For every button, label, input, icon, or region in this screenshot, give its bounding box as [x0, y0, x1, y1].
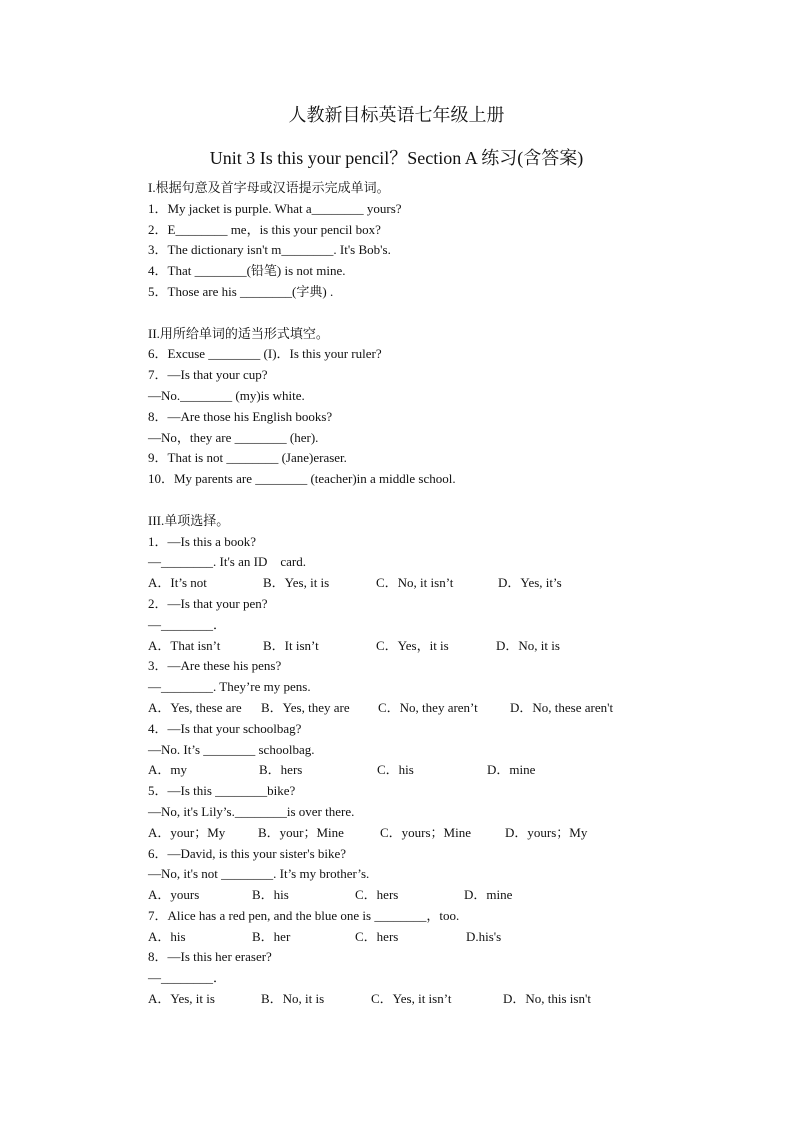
options-row	[148, 927, 768, 948]
question-item: —No，they are ________ (her).	[148, 429, 319, 445]
option-d: D.his's	[466, 928, 502, 944]
option-a: A．yours	[148, 887, 200, 903]
section-heading: III.单项选择。	[148, 512, 230, 528]
options-row	[148, 573, 768, 594]
option-b: B．your；Mine	[258, 824, 344, 840]
section-heading: I.根据句意及首字母或汉语提示完成单词。	[148, 180, 390, 195]
options-row	[148, 989, 768, 1010]
question-item: 10．My parents are ________ (teacher)in a middle school.	[148, 471, 456, 487]
question-item: —No.________ (my)is white.	[148, 387, 305, 403]
question-item: 5．Those are his ________(字典) .	[148, 283, 334, 299]
option-c: C．yours；Mine	[380, 824, 472, 840]
option-a: A．It’s not	[148, 575, 207, 591]
option-c: C．Yes，it is	[376, 637, 449, 653]
question-item: 6．Excuse ________ (I)．Is this your ruler?	[148, 346, 382, 362]
option-b: B．No, it is	[261, 991, 325, 1007]
option-c: C．hers	[355, 928, 399, 944]
question-item: 7．—Is that your cup?	[148, 367, 268, 383]
option-a: A．Yes, it is	[148, 991, 215, 1007]
question-stem: 6．—David, is this your sister's bike?	[148, 845, 347, 861]
question-item: 1．My jacket is purple. What a________ yours?	[148, 200, 402, 216]
option-b: B．his	[252, 887, 289, 903]
question-stem: 4．—Is that your schoolbag?	[148, 720, 302, 736]
option-a: A．your；My	[148, 824, 226, 840]
section-heading: II.用所给单词的适当形式填空。	[148, 325, 329, 341]
question-item: 4．That ________(铅笔) is not mine.	[148, 263, 346, 279]
document-subtitle: Unit 3 Is this your pencil？Section A 练习(含答案)	[209, 148, 584, 168]
option-b: B．It isn’t	[263, 637, 319, 653]
question-stem: 7．Alice has a red pen, and the blue one is ________，too.	[148, 907, 460, 923]
option-a: A．That isn’t	[148, 637, 221, 653]
option-c: C．Yes, it isn’t	[371, 991, 452, 1007]
question-stem: —________．	[148, 616, 227, 632]
option-a: A．my	[148, 762, 188, 778]
option-c: C．hers	[355, 887, 399, 903]
options-row	[148, 760, 768, 781]
options-row	[148, 698, 768, 719]
option-b: B．hers	[259, 762, 303, 778]
question-stem: 1．—Is this a book?	[148, 533, 256, 549]
option-d: D．No, this isn't	[503, 991, 591, 1007]
question-item: 2．E________ me，is this your pencil box?	[148, 221, 381, 237]
option-d: D．Yes, it’s	[498, 575, 562, 591]
question-stem: —No, it's Lily’s.________is over there.	[148, 803, 355, 819]
option-b: B．her	[252, 928, 291, 944]
option-c: C．No, it isn’t	[376, 575, 454, 591]
question-stem: —________．	[148, 970, 227, 986]
option-a: A．his	[148, 928, 186, 944]
question-stem: 5．—Is this ________bike?	[148, 783, 296, 799]
question-item: 8．—Are those his English books?	[148, 408, 333, 424]
option-d: D．No, these aren't	[510, 699, 614, 715]
options-row	[148, 636, 768, 657]
option-b: B．Yes, it is	[263, 575, 330, 591]
question-stem: —No, it's not ________. It’s my brother’s.	[148, 866, 370, 882]
question-stem: 3．—Are these his pens?	[148, 658, 282, 674]
option-a: A．Yes, these are	[148, 699, 242, 715]
question-item: 9．That is not ________ (Jane)eraser.	[148, 450, 347, 466]
options-row	[148, 823, 768, 844]
option-d: D．yours；My	[505, 824, 588, 840]
question-stem: —________. It's an ID card.	[148, 554, 306, 570]
question-stem: 2．—Is that your pen?	[148, 595, 268, 611]
option-b: B．Yes, they are	[261, 699, 350, 715]
option-d: D．No, it is	[496, 637, 560, 653]
document-title: 人教新目标英语七年级上册	[288, 105, 505, 125]
document-body	[148, 178, 768, 1010]
option-c: C．No, they aren’t	[378, 699, 478, 715]
question-stem: 8．—Is this her eraser?	[148, 949, 272, 965]
question-stem: —________. They’re my pens.	[148, 679, 311, 695]
option-d: D．mine	[487, 762, 536, 778]
options-row	[148, 885, 768, 906]
option-c: C．his	[377, 762, 414, 778]
option-d: D．mine	[464, 887, 513, 903]
question-item: 3．The dictionary isn't m________. It's Bob's.	[148, 242, 391, 258]
question-stem: —No. It’s ________ schoolbag.	[148, 741, 315, 757]
